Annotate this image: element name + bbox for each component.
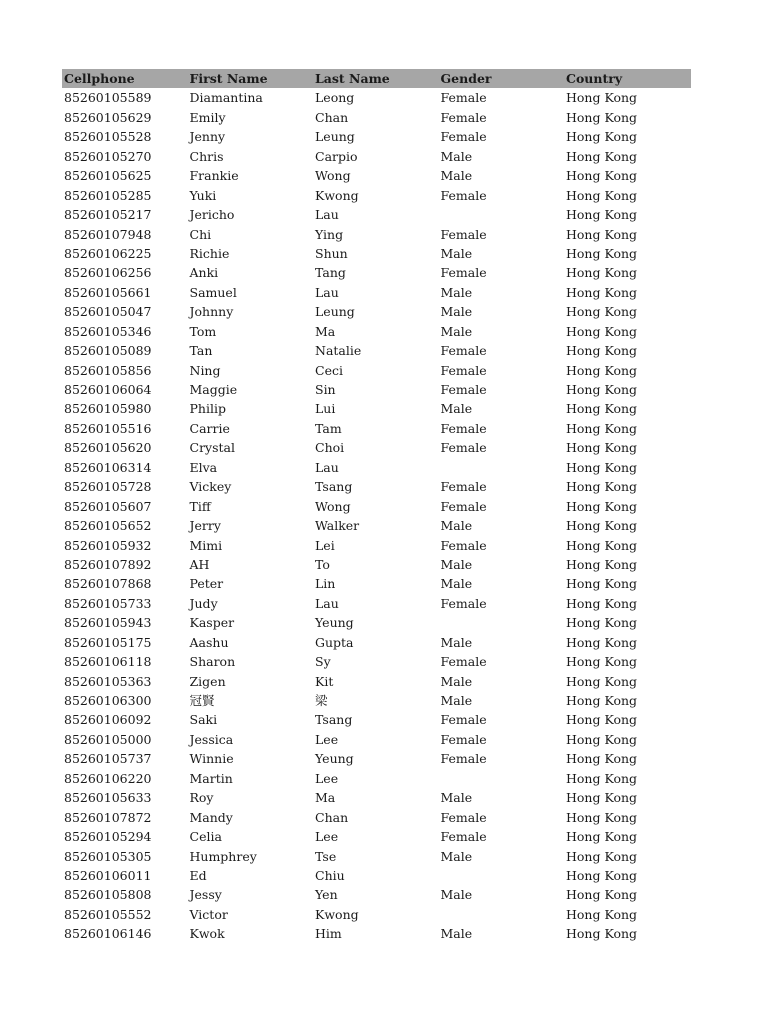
cell-country: Hong Kong: [566, 518, 638, 534]
cell-last-name: Lin: [315, 576, 336, 592]
cell-first-name: Richie: [189, 245, 230, 261]
cell-gender: Male: [440, 323, 473, 339]
cell-first-name: Winnie: [189, 751, 234, 767]
cell-country: Hong Kong: [566, 109, 638, 125]
table-row: [62, 555, 691, 574]
cell-country: Hong Kong: [566, 654, 638, 670]
cell-last-name: Ceci: [315, 362, 343, 378]
cell-cellphone: 85260106092: [64, 712, 152, 728]
table-row: [62, 885, 691, 904]
cell-last-name: Kwong: [315, 187, 359, 203]
cell-last-name: Him: [315, 926, 342, 942]
table-row: [62, 205, 691, 224]
cell-first-name: Frankie: [189, 168, 239, 184]
cell-last-name: Kwong: [315, 906, 359, 922]
table-row: [62, 691, 691, 710]
cell-last-name: Chan: [315, 109, 349, 125]
cell-last-name: Lau: [315, 595, 339, 611]
cell-first-name: Tiff: [189, 498, 211, 514]
cell-gender: Male: [440, 926, 473, 942]
table-row: [62, 438, 691, 457]
cell-country: Hong Kong: [566, 304, 638, 320]
cell-first-name: Carrie: [189, 420, 230, 436]
cell-cellphone: 85260105943: [64, 615, 152, 631]
header-country: Country: [566, 71, 623, 86]
cell-cellphone: 85260106314: [64, 459, 152, 475]
cell-last-name: Yeung: [315, 615, 354, 631]
cell-cellphone: 85260105733: [64, 595, 152, 611]
cell-first-name: Johnny: [189, 304, 234, 320]
cell-last-name: Leung: [315, 129, 355, 145]
cell-first-name: Ed: [189, 867, 207, 883]
cell-gender: Female: [440, 90, 487, 106]
table-row: [62, 652, 691, 671]
table-row: [62, 361, 691, 380]
cell-cellphone: 85260106256: [64, 265, 152, 281]
cell-gender: Male: [440, 168, 473, 184]
table-row: [62, 225, 691, 244]
cell-last-name: Leung: [315, 304, 355, 320]
table-row: [62, 827, 691, 846]
cell-gender: Male: [440, 693, 473, 708]
table-row: [62, 633, 691, 652]
cell-first-name: Aashu: [189, 634, 229, 650]
cell-cellphone: 85260105808: [64, 887, 152, 903]
cell-cellphone: 85260105175: [64, 634, 152, 650]
cell-cellphone: 85260105607: [64, 498, 152, 514]
cell-last-name: Sy: [315, 654, 331, 670]
cell-gender: Male: [440, 284, 473, 300]
cell-cellphone: 85260105089: [64, 343, 152, 359]
cell-country: Hong Kong: [566, 790, 638, 806]
cell-cellphone: 85260105629: [64, 109, 152, 125]
cell-gender: Male: [440, 634, 473, 650]
contacts-table: [62, 69, 691, 944]
cell-first-name: Kasper: [189, 615, 235, 631]
cell-cellphone: 85260105737: [64, 751, 152, 767]
table-row: [62, 322, 691, 341]
table-row: [62, 924, 691, 943]
cell-last-name: Ma: [315, 790, 336, 806]
cell-cellphone: 85260105217: [64, 207, 152, 223]
cell-last-name: Kit: [315, 673, 334, 689]
cell-cellphone: 85260107872: [64, 809, 152, 825]
table-row: [62, 341, 691, 360]
cell-gender: Male: [440, 556, 473, 572]
cell-country: Hong Kong: [566, 615, 638, 631]
cell-last-name: Sin: [315, 382, 336, 397]
cell-country: Hong Kong: [566, 207, 638, 223]
cell-first-name: Celia: [189, 829, 222, 845]
table-row: [62, 458, 691, 477]
cell-gender: Female: [440, 537, 487, 553]
cell-country: Hong Kong: [566, 634, 638, 650]
cell-last-name: Lui: [315, 401, 336, 417]
table-row: [62, 477, 691, 496]
header-last-name: Last Name: [315, 71, 390, 86]
cell-cellphone: 85260105661: [64, 284, 152, 300]
table-row: [62, 108, 691, 127]
cell-cellphone: 85260105932: [64, 537, 152, 553]
cell-gender: Male: [440, 148, 473, 164]
cell-first-name: Peter: [189, 576, 224, 592]
cell-first-name: Tom: [189, 323, 217, 339]
cell-gender: Male: [440, 887, 473, 903]
cell-last-name: Wong: [315, 498, 351, 514]
cell-country: Hong Kong: [566, 867, 638, 883]
cell-gender: Male: [440, 518, 473, 534]
cell-first-name: Chi: [189, 226, 212, 242]
cell-country: Hong Kong: [566, 440, 638, 456]
cell-first-name: Sharon: [189, 654, 236, 670]
cell-gender: Male: [440, 401, 473, 417]
cell-last-name: Shun: [315, 245, 348, 261]
cell-country: Hong Kong: [566, 226, 638, 242]
cell-gender: Male: [440, 673, 473, 689]
cell-cellphone: 85260105346: [64, 323, 152, 339]
table-row: [62, 516, 691, 535]
cell-first-name: Saki: [189, 712, 218, 728]
cell-country: Hong Kong: [566, 323, 638, 339]
cell-last-name: 梁: [315, 693, 328, 708]
cell-gender: Female: [440, 654, 487, 670]
cell-first-name: 冠賢: [189, 693, 215, 708]
cell-cellphone: 85260105305: [64, 848, 152, 864]
cell-cellphone: 85260106225: [64, 245, 152, 261]
cell-gender: Female: [440, 226, 487, 242]
cell-last-name: Tse: [315, 848, 337, 864]
cell-last-name: Leong: [315, 90, 355, 106]
table-row: [62, 497, 691, 516]
cell-last-name: Tang: [315, 265, 346, 281]
cell-gender: Female: [440, 362, 487, 378]
cell-first-name: Jessy: [189, 887, 222, 903]
cell-country: Hong Kong: [566, 90, 638, 106]
cell-first-name: Ning: [189, 362, 221, 378]
cell-cellphone: 85260107868: [64, 576, 152, 592]
cell-first-name: Martin: [189, 770, 233, 786]
cell-country: Hong Kong: [566, 382, 638, 397]
cell-last-name: To: [315, 556, 330, 572]
cell-gender: Female: [440, 187, 487, 203]
cell-first-name: Kwok: [189, 926, 225, 942]
cell-cellphone: 85260105652: [64, 518, 152, 534]
cell-country: Hong Kong: [566, 770, 638, 786]
cell-gender: Female: [440, 479, 487, 495]
cell-country: Hong Kong: [566, 809, 638, 825]
cell-country: Hong Kong: [566, 595, 638, 611]
cell-gender: Female: [440, 712, 487, 728]
cell-last-name: Lee: [315, 770, 339, 786]
cell-last-name: Tsang: [315, 712, 353, 728]
cell-country: Hong Kong: [566, 926, 638, 942]
cell-cellphone: 85260105633: [64, 790, 152, 806]
cell-cellphone: 85260105625: [64, 168, 152, 184]
cell-cellphone: 85260105856: [64, 362, 152, 378]
cell-country: Hong Kong: [566, 537, 638, 553]
table-row: [62, 399, 691, 418]
cell-cellphone: 85260106064: [64, 382, 152, 397]
cell-country: Hong Kong: [566, 401, 638, 417]
cell-first-name: Elva: [189, 459, 218, 475]
table-row: [62, 594, 691, 613]
cell-gender: Female: [440, 420, 487, 436]
cell-country: Hong Kong: [566, 362, 638, 378]
cell-first-name: Philip: [189, 401, 226, 417]
cell-last-name: Carpio: [315, 148, 358, 164]
cell-first-name: Jericho: [189, 207, 235, 223]
table-row: [62, 380, 691, 399]
cell-first-name: AH: [189, 556, 210, 572]
table-row: [62, 127, 691, 146]
cell-first-name: Mimi: [189, 537, 223, 553]
cell-cellphone: 85260105728: [64, 479, 152, 495]
cell-gender: Female: [440, 382, 487, 397]
cell-gender: Female: [440, 498, 487, 514]
cell-cellphone: 85260105528: [64, 129, 152, 145]
cell-first-name: Tan: [189, 343, 213, 359]
table-row: [62, 672, 691, 691]
cell-cellphone: 85260106146: [64, 926, 152, 942]
cell-country: Hong Kong: [566, 148, 638, 164]
cell-first-name: Victor: [189, 906, 228, 922]
cell-gender: Female: [440, 809, 487, 825]
cell-first-name: Jenny: [189, 129, 226, 145]
table-row: [62, 186, 691, 205]
cell-country: Hong Kong: [566, 459, 638, 475]
cell-country: Hong Kong: [566, 556, 638, 572]
cell-gender: Female: [440, 731, 487, 747]
cell-country: Hong Kong: [566, 829, 638, 845]
cell-cellphone: 85260105980: [64, 401, 152, 417]
cell-cellphone: 85260106011: [64, 867, 152, 883]
cell-gender: Male: [440, 245, 473, 261]
table-row: [62, 613, 691, 632]
table-row: [62, 263, 691, 282]
cell-first-name: Anki: [189, 265, 219, 281]
cell-country: Hong Kong: [566, 343, 638, 359]
cell-last-name: Walker: [315, 518, 360, 534]
cell-country: Hong Kong: [566, 712, 638, 728]
cell-gender: Female: [440, 751, 487, 767]
cell-cellphone: 85260105552: [64, 906, 152, 922]
cell-cellphone: 85260105294: [64, 829, 152, 845]
cell-gender: Female: [440, 343, 487, 359]
cell-first-name: Mandy: [189, 809, 233, 825]
table-row: [62, 769, 691, 788]
cell-cellphone: 85260105270: [64, 148, 152, 164]
cell-gender: Male: [440, 576, 473, 592]
cell-country: Hong Kong: [566, 129, 638, 145]
cell-last-name: Lee: [315, 829, 339, 845]
cell-last-name: Lau: [315, 459, 339, 475]
cell-gender: Male: [440, 790, 473, 806]
cell-last-name: Wong: [315, 168, 351, 184]
header-gender: Gender: [440, 71, 492, 86]
cell-gender: Female: [440, 265, 487, 281]
cell-last-name: Lau: [315, 284, 339, 300]
cell-gender: Female: [440, 129, 487, 145]
cell-last-name: Lau: [315, 207, 339, 223]
table-row: [62, 88, 691, 107]
cell-cellphone: 85260105516: [64, 420, 152, 436]
cell-cellphone: 85260105589: [64, 90, 152, 106]
cell-first-name: Jerry: [189, 518, 221, 534]
cell-country: Hong Kong: [566, 731, 638, 747]
cell-country: Hong Kong: [566, 673, 638, 689]
table-row: [62, 244, 691, 263]
cell-country: Hong Kong: [566, 693, 638, 708]
cell-cellphone: 85260105620: [64, 440, 152, 456]
header-first-name: First Name: [189, 71, 268, 86]
cell-first-name: Crystal: [189, 440, 235, 456]
cell-country: Hong Kong: [566, 498, 638, 514]
cell-country: Hong Kong: [566, 187, 638, 203]
cell-gender: Female: [440, 440, 487, 456]
cell-gender: Female: [440, 595, 487, 611]
table-row: [62, 574, 691, 593]
table-row: [62, 536, 691, 555]
cell-country: Hong Kong: [566, 751, 638, 767]
table-row: [62, 283, 691, 302]
cell-cellphone: 85260105285: [64, 187, 152, 203]
cell-first-name: Zigen: [189, 673, 226, 689]
cell-last-name: Chiu: [315, 867, 345, 883]
table-row: [62, 847, 691, 866]
cell-gender: Female: [440, 829, 487, 845]
cell-first-name: Jessica: [189, 731, 234, 747]
table-row: [62, 808, 691, 827]
table-header-row: [62, 69, 691, 88]
cell-cellphone: 85260107892: [64, 556, 152, 572]
cell-last-name: Lei: [315, 537, 335, 553]
cell-last-name: Yeung: [315, 751, 354, 767]
cell-last-name: Yen: [315, 887, 338, 903]
cell-last-name: Lee: [315, 731, 339, 747]
cell-country: Hong Kong: [566, 887, 638, 903]
table-row: [62, 419, 691, 438]
cell-first-name: Vickey: [189, 479, 232, 495]
cell-last-name: Ma: [315, 323, 336, 339]
cell-first-name: Humphrey: [189, 848, 257, 864]
cell-cellphone: 85260106300: [64, 693, 152, 708]
cell-country: Hong Kong: [566, 906, 638, 922]
table-row: [62, 710, 691, 729]
cell-first-name: Judy: [189, 595, 218, 611]
table-row: [62, 788, 691, 807]
table-row: [62, 166, 691, 185]
cell-first-name: Chris: [189, 148, 224, 164]
cell-country: Hong Kong: [566, 420, 638, 436]
cell-first-name: Samuel: [189, 284, 237, 300]
cell-country: Hong Kong: [566, 284, 638, 300]
table-body: [62, 88, 691, 943]
cell-country: Hong Kong: [566, 168, 638, 184]
table-row: [62, 147, 691, 166]
table-row: [62, 730, 691, 749]
cell-cellphone: 85260105000: [64, 731, 152, 747]
cell-country: Hong Kong: [566, 576, 638, 592]
table-row: [62, 749, 691, 768]
cell-last-name: Ying: [315, 226, 344, 242]
cell-gender: Male: [440, 848, 473, 864]
cell-cellphone: 85260105047: [64, 304, 152, 320]
cell-country: Hong Kong: [566, 479, 638, 495]
cell-last-name: Natalie: [315, 343, 362, 359]
cell-first-name: Diamantina: [189, 90, 263, 106]
cell-first-name: Emily: [189, 109, 226, 125]
cell-cellphone: 85260107948: [64, 226, 152, 242]
table-row: [62, 905, 691, 924]
cell-gender: Female: [440, 109, 487, 125]
table-row: [62, 302, 691, 321]
cell-last-name: Choi: [315, 440, 345, 456]
cell-last-name: Tsang: [315, 479, 353, 495]
cell-cellphone: 85260106220: [64, 770, 152, 786]
table-row: [62, 866, 691, 885]
cell-last-name: Chan: [315, 809, 349, 825]
cell-first-name: Yuki: [189, 187, 217, 203]
cell-country: Hong Kong: [566, 848, 638, 864]
header-cellphone: Cellphone: [64, 71, 135, 86]
cell-first-name: Maggie: [189, 382, 238, 397]
cell-first-name: Roy: [189, 790, 214, 806]
cell-country: Hong Kong: [566, 245, 638, 261]
cell-last-name: Gupta: [315, 634, 354, 650]
cell-cellphone: 85260106118: [64, 654, 152, 670]
cell-last-name: Tam: [315, 420, 342, 436]
cell-country: Hong Kong: [566, 265, 638, 281]
cell-gender: Male: [440, 304, 473, 320]
cell-cellphone: 85260105363: [64, 673, 152, 689]
